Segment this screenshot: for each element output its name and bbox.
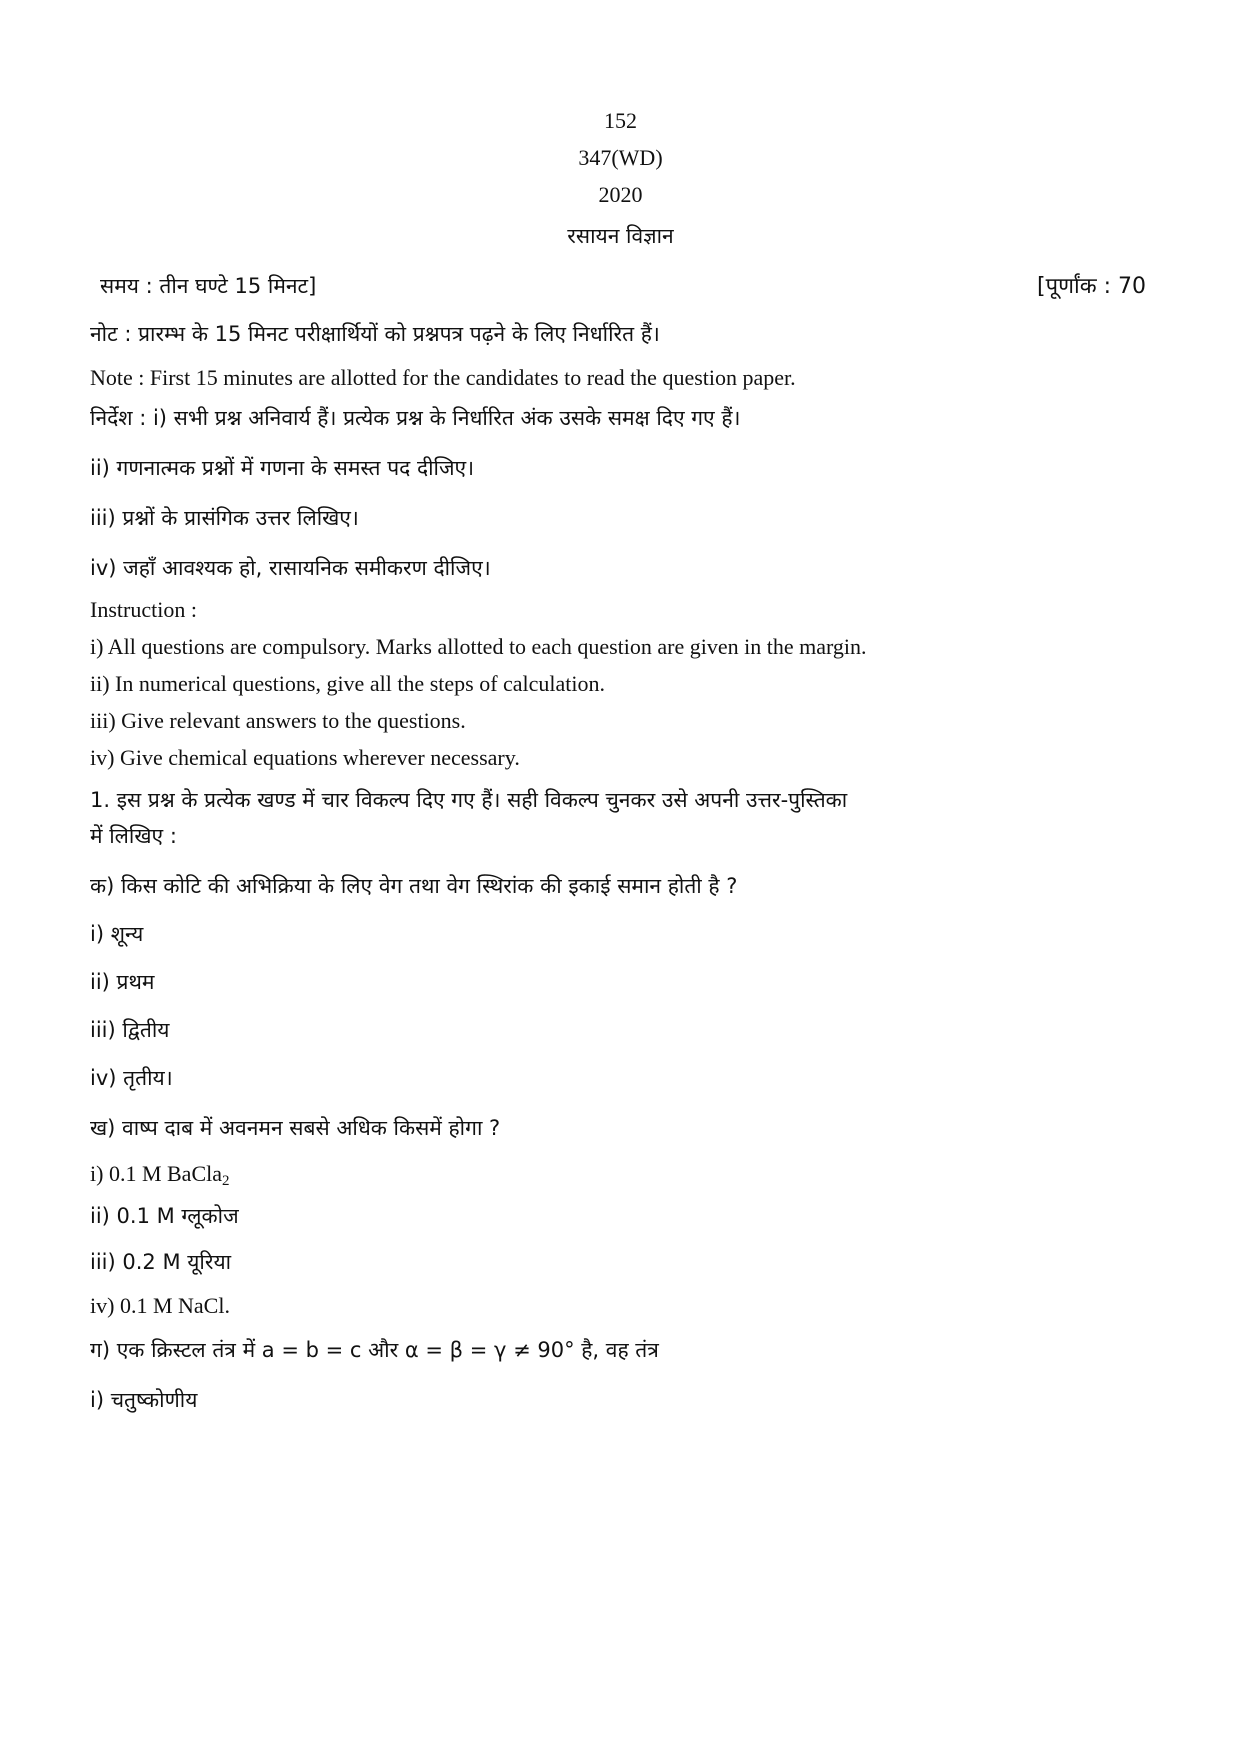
subject-title: रसायन विज्ञान <box>567 224 674 248</box>
instruction-hi-1: निर्देश : i) सभी प्रश्न अनिवार्य हैं। प्रत्येक प्रश्न के निर्धारित अंक उसके समक्ष दिए गए हैं। <box>90 406 741 430</box>
instruction-en-1: i) All questions are compulsory. Marks allotted to each question are given in the margin. <box>90 634 867 659</box>
max-marks: [पूर्णांक : 70 <box>1037 274 1146 299</box>
q1a-option-2: ii) प्रथम <box>90 970 155 994</box>
q1b-option-4: iv) 0.1 M NaCl. <box>90 1293 230 1318</box>
instruction-en-3: iii) Give relevant answers to the questions. <box>90 708 466 733</box>
q1-intro-line1: 1. इस प्रश्न के प्रत्येक खण्ड में चार विकल्प दिए गए हैं। सही विकल्प चुनकर उसे अपनी उत्तर-पुस्तिका <box>90 788 848 812</box>
q1b-option-3: iii) 0.2 M यूरिया <box>90 1250 232 1274</box>
q1c-question: ग) एक क्रिस्टल तंत्र में a = b = c और α = β = γ ≠ 90° है, वह तंत्र <box>90 1338 659 1362</box>
q1-intro-line2: में लिखिए : <box>90 824 177 848</box>
note-hindi: नोट : प्रारम्भ के 15 मिनट परीक्षार्थियों को प्रश्नपत्र पढ़ने के लिए निर्धारित हैं। <box>90 322 660 346</box>
q1a-option-3: iii) द्वितीय <box>90 1018 170 1042</box>
instruction-hi-2: ii) गणनात्मक प्रश्नों में गणना के समस्त पद दीजिए। <box>90 456 475 480</box>
q1a-option-1: i) शून्य <box>90 922 144 946</box>
q1b-option-1 <box>90 1158 1150 1197</box>
instruction-en-2: ii) In numerical questions, give all the steps of calculation. <box>90 671 606 696</box>
q1b-option-1-subscript: 2 <box>222 1173 230 1189</box>
instruction-hi-3: iii) प्रश्नों के प्रासंगिक उत्तर लिखिए। <box>90 506 359 530</box>
q1b-option-1-text: i) 0.1 M BaCla <box>90 1161 222 1186</box>
paper-year: 2020 <box>598 182 643 207</box>
time-allowed: समय : तीन घण्टे 15 मिनट] <box>100 274 317 298</box>
q1b-option-2: ii) 0.1 M ग्लूकोज <box>90 1204 239 1228</box>
q1c-option-1: i) चतुष्कोणीय <box>90 1388 198 1412</box>
paper-code: 152 <box>604 108 637 133</box>
q1b-question: ख) वाष्प दाब में अवनमन सबसे अधिक किसमें होगा ? <box>90 1116 501 1140</box>
q1a-option-4: iv) तृतीय। <box>90 1066 173 1090</box>
note-english: Note : First 15 minutes are allotted for the candidates to read the question paper. <box>90 365 796 390</box>
instruction-hi-4: iv) जहाँ आवश्यक हो, रासायनिक समीकरण दीजिए। <box>90 556 491 580</box>
instruction-en-4: iv) Give chemical equations wherever necessary. <box>90 745 520 770</box>
instruction-en-heading: Instruction : <box>90 597 197 622</box>
paper-number: 347(WD) <box>578 145 663 170</box>
q1a-question: क) किस कोटि की अभिक्रिया के लिए वेग तथा वेग स्थिरांक की इकाई समान होती है ? <box>90 874 738 898</box>
